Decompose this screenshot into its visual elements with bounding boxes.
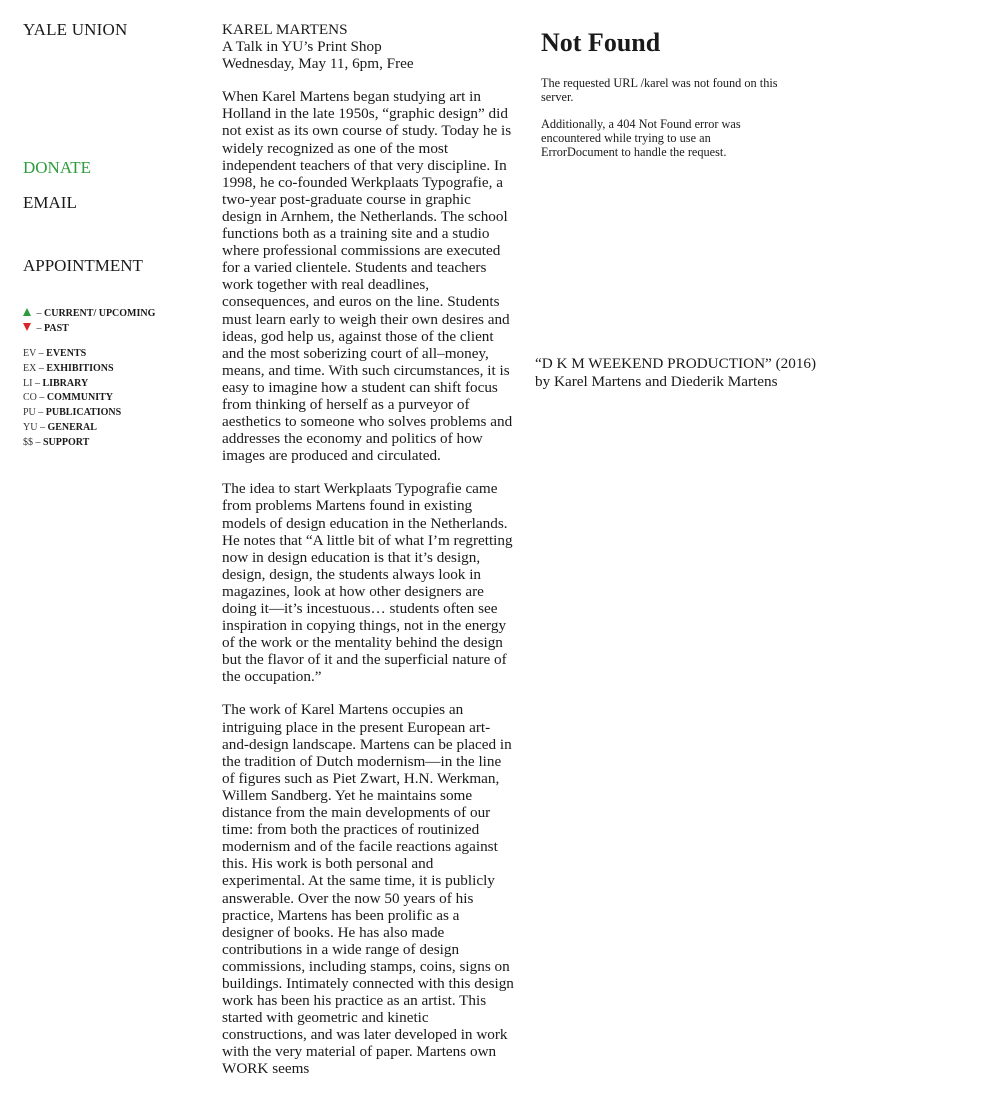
triangle-down-icon <box>23 323 31 331</box>
event-date: Wednesday, May 11, 6pm, Free <box>222 55 414 73</box>
category-events-link[interactable]: EV – EVENTS <box>23 348 87 359</box>
error-heading: Not Found <box>541 28 661 57</box>
error-message: The requested URL /karel was not found on this server. <box>541 76 778 105</box>
site-title-link[interactable]: YALE UNION <box>23 20 128 39</box>
category-list <box>23 347 121 451</box>
legend-past-link[interactable]: – PAST <box>23 321 155 336</box>
error-message-detail: Additionally, a 404 Not Found error was encountered while trying to use an ErrorDocument to handle the request. <box>541 116 741 160</box>
legend-label: CURRENT/ UPCOMING <box>44 308 156 319</box>
appointment-link[interactable]: APPOINTMENT <box>23 256 143 275</box>
caption-credit: by Karel Martens and Diederik Martens <box>535 372 778 390</box>
event-subtitle: A Talk in YU’s Print Shop <box>222 38 382 56</box>
donate-link[interactable]: DONATE <box>23 158 91 177</box>
status-legend <box>23 306 155 336</box>
article-paragraph: When Karel Martens began studying art in Holland in the late 1950s, “graphic design” did not exist as its own course of study. Today he is widely recognized as one of the most independent teachers of that very discipline. In 1998, he co-founded Werkplaats Typografie, a two-year post-graduate course in graphic design in Arnhem, the Netherlands. The school functions both as a training site and a studio where professional commissions are executed for a varied clientele. Students and teachers work together with real deadlines, consequences, and euros on the line. Students must learn early to weigh their own desires and ideas, god help us, against those of the client and the most soberizing court of all–money, means, and time. With such circumstances, it is easy to imagine how a student can shift focus from thinking of herself as a purveyor of aesthetics to someone who solves problems and addresses the economy and politics of how images are produced and circulated. <box>222 88 513 465</box>
article-paragraph: The work of Karel Martens occupies an intriguing place in the present European art-and-design landscape. Martens can be placed in the tradition of Dutch modernism—in the line of figures such as Piet Zwart, H.N. Werkman, Willem Sandberg. Yet he maintains some distance from the main developments of our time: from both the practices of routinized modernism and of the facile reactions against this. His work is both personal and experimental. At the same time, it is publicly answerable. Over the now 50 years of his practice, Martens has been prolific as a designer of books. He has also made contributions in a wide range of design commissions, including stamps, coins, signs on buildings. Intimately connected with this design work has been his practice as an artist. This started with geometric and kinetic constructions, and was later developed in work with the very material of paper. Martens own WORK seems <box>222 701 514 1078</box>
article-paragraph: The idea to start Werkplaats Typografie came from problems Martens found in existing models of design education in the Netherlands. He notes that “A little bit of what I’m regretting now in design education is that it’s design, design, design, the students always look in magazines, look at how other designers are doing it—it’s incestuous… students often see inspiration in copying things, not in the energy of the work or the mentality behind the design but the flavor of it and the superficial nature of the occupation.” <box>222 480 513 686</box>
legend-label: PAST <box>44 323 69 334</box>
category-exhibitions-link[interactable]: EX – EXHIBITIONS <box>23 362 114 374</box>
event-title: KAREL MARTENS <box>222 21 348 38</box>
category-general-link[interactable]: YU – GENERAL <box>23 421 97 433</box>
category-publications-link[interactable]: PU – PUBLICATIONS <box>23 407 122 419</box>
caption-title: “D K M WEEKEND PRODUCTION” (2016) <box>535 355 817 372</box>
event-header <box>222 21 514 72</box>
triangle-up-icon <box>23 308 31 316</box>
email-link[interactable]: EMAIL <box>23 193 77 212</box>
category-support-link[interactable]: $$ – SUPPORT <box>23 436 90 448</box>
category-community-link[interactable]: CO – COMMUNITY <box>23 392 114 404</box>
media-caption <box>535 355 816 390</box>
legend-current-upcoming-link[interactable]: – CURRENT/ UPCOMING <box>23 306 155 321</box>
embedded-frame <box>541 28 781 171</box>
event-article <box>222 21 514 1094</box>
category-library-link[interactable]: LI – LIBRARY <box>23 377 89 389</box>
